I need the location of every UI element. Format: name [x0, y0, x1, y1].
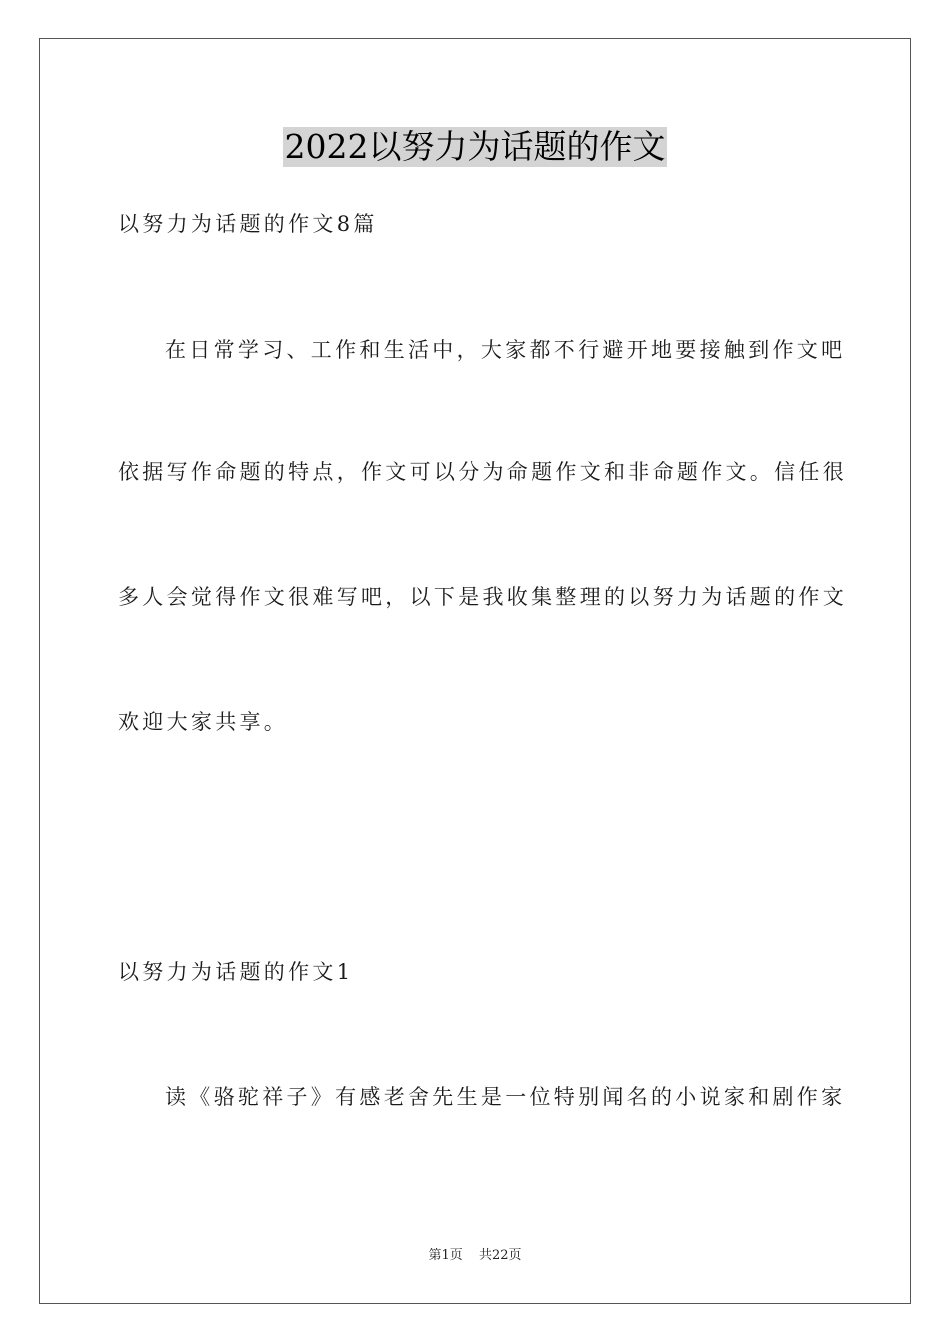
section-first-line: 读《骆驼祥子》有感老舍先生是一位特别闻名的小说家和剧作家: [165, 1085, 846, 1109]
paragraph-line-3: 多人会觉得作文很难写吧，以下是我收集整理的以努力为话题的作文: [118, 585, 847, 609]
document-title: 2022以努力为话题的作文: [284, 127, 666, 166]
paragraph-line-2: 依据写作命题的特点，作文可以分为命题作文和非命题作文。信任很: [118, 460, 847, 484]
paragraph-line-1: 在日常学习、工作和生活中，大家都不行避开地要接触到作文吧: [165, 338, 846, 362]
section-heading: 以努力为话题的作文1: [118, 960, 354, 984]
title-container: [0, 127, 950, 167]
page-footer: [0, 1247, 950, 1265]
page-number: 第1页: [428, 1248, 463, 1263]
paragraph-line-4: 欢迎大家共享。: [118, 710, 289, 734]
document-subtitle: 以努力为话题的作文8篇: [118, 212, 378, 236]
page-total: 共22页: [478, 1248, 522, 1263]
